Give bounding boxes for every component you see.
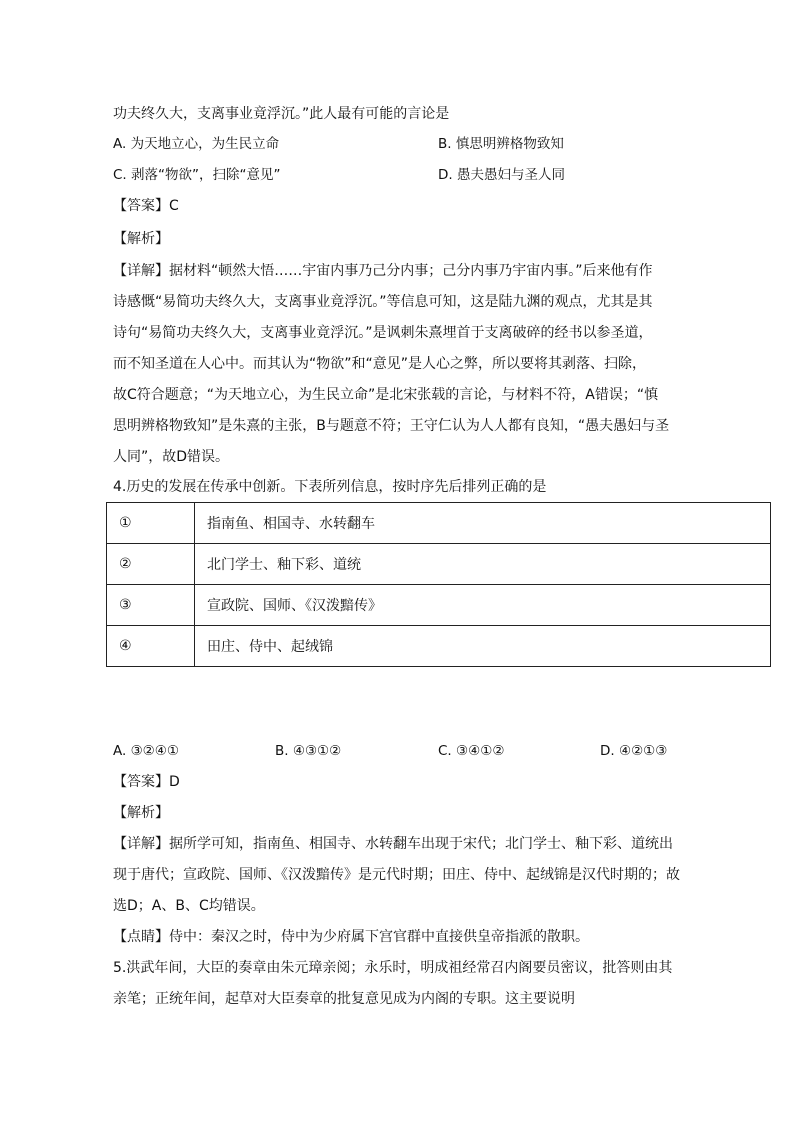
table-cell-text: 北门学士、釉下彩、道统 [195,544,771,585]
q4-detail-line-2: 现于唐代；宣政院、国师、《汉泼黯传》是元代时期；田庄、侍中、起绒锦是汉代时期的；故 [113,867,680,883]
q3-option-a: A. 为天地立心，为生民立命 [113,136,280,152]
q4-tip: 【点睛】侍中：秦汉之时，侍中为少府属下宫官群中直接供皇帝指派的散职。 [113,929,589,945]
q3-detail-line-1: 【详解】据材料“顿然大悟……宇宙内事乃己分内事；己分内事乃宇宙内事。”后来他有作 [113,263,653,279]
q4-info-table [106,502,771,667]
table-cell-number: ② [107,544,195,585]
table-cell-number: ③ [107,585,195,626]
q3-detail-line-7: 人同”，故D错误。 [113,449,230,465]
q3-detail-line-6: 思明辨格物致知”是朱熹的主张，B与题意不符；王守仁认为人人都有良知，“愚夫愚妇与圣 [113,418,670,434]
q3-stem-tail: 功夫终久大，支离事业竟浮沉。”此人最有可能的言论是 [113,106,450,122]
q3-detail-line-4: 而不知圣道在人心中。而其认为“物欲”和“意见”是人心之弊，所以要将其剥落、扫除， [113,356,647,372]
q4-stem: 4.历史的发展在传承中创新。下表所列信息，按时序先后排列正确的是 [113,479,547,495]
q3-option-d: D. 愚夫愚妇与圣人同 [438,167,565,183]
q4-detail-line-3: 选D；A、B、C均错误。 [113,898,265,914]
q4-option-b: B. ④③①② [275,743,342,759]
q4-answer: 【答案】D [113,774,180,790]
q4-detail-line-1: 【详解】据所学可知，指南鱼、相国寺、水转翻车出现于宋代；北门学士、釉下彩、道统出 [113,836,673,852]
table-row [107,626,771,667]
q4-analysis-label: 【解析】 [113,805,169,821]
q5-stem-line-1: 5.洪武年间，大臣的奏章由朱元璋亲阅；永乐时，明成祖经常召内阁要员密议，批答则由其 [113,960,673,976]
q3-answer: 【答案】C [113,198,179,214]
q4-option-c: C. ③④①② [438,743,505,759]
table-cell-text: 指南鱼、相国寺、水转翻车 [195,503,771,544]
table-row [107,544,771,585]
table-row [107,503,771,544]
table-cell-text: 宣政院、国师、《汉泼黯传》 [195,585,771,626]
table-row [107,585,771,626]
q3-detail-line-5: 故C符合题意；“为天地立心，为生民立命”是北宋张载的言论，与材料不符，A错误；“慎 [113,387,659,403]
q5-stem-line-2: 亲笔；正统年间，起草对大臣奏章的批复意见成为内阁的专职。这主要说明 [113,991,575,1007]
q3-option-c: C. 剥落“物欲”，扫除“意见” [113,167,281,183]
table-cell-number: ① [107,503,195,544]
table-cell-number: ④ [107,626,195,667]
table-cell-text: 田庄、侍中、起绒锦 [195,626,771,667]
q3-option-b: B. 慎思明辨格物致知 [438,136,564,152]
q4-option-d: D. ④②①③ [600,743,668,759]
q3-detail-line-3: 诗句“易简功夫终久大，支离事业竟浮沉。”是讽刺朱熹埋首于支离破碎的经书以参圣道， [113,325,653,341]
q3-analysis-label: 【解析】 [113,231,169,247]
q4-option-a: A. ③②④① [113,743,179,759]
q3-detail-line-2: 诗感慨“易简功夫终久大，支离事业竟浮沉。”等信息可知，这是陆九渊的观点，尤其是其 [113,294,653,310]
